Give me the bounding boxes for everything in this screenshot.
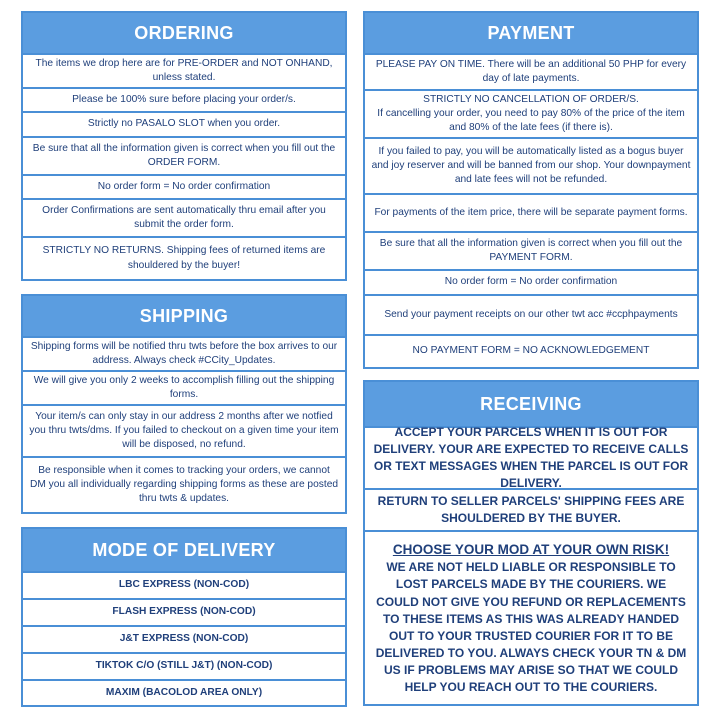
ordering-rule: No order form = No order confirmation [23,174,345,198]
ordering-panel [21,11,347,281]
payment-title: PAYMENT [365,13,697,53]
receiving-risk-notice [365,530,697,704]
receiving-panel [363,380,699,706]
payment-rule: No order form = No order confirmation [365,269,697,294]
ordering-rule: Be sure that all the information given is correct when you fill out the ORDER FORM. [23,136,345,174]
delivery-option: TIKTOK C/O (STILL J&T) (NON-COD) [23,652,345,679]
shipping-rule: Your item/s can only stay in our address 2 months after we notfied you thru twts/dms. If you failed to checkout on a given time your item will be disposed, no refund. [23,404,345,456]
payment-cancellation-detail: If cancelling your order, you need to pay 80% of the price of the item and 80% of the late fees (if there is). [377,107,685,134]
payment-panel [363,11,699,369]
delivery-option: FLASH EXPRESS (NON-COD) [23,598,345,625]
delivery-option: LBC EXPRESS (NON-COD) [23,571,345,598]
shipping-rule: Shipping forms will be notified thru twts before the box arrives to our address. Always check #CCity_Updates. [23,336,345,370]
delivery-option: MAXIM (BACOLOD AREA ONLY) [23,679,345,705]
payment-rule: NO PAYMENT FORM = NO ACKNOWLEDGEMENT [365,334,697,367]
receiving-rule: ACCEPT YOUR PARCELS WHEN IT IS OUT FOR DELIVERY. YOUR ARE EXPECTED TO RECEIVE CALLS OR TEXT MESSAGES WHEN THE PARCEL IS OUT FOR DELIVERY. [365,426,697,488]
ordering-rule: Please be 100% sure before placing your order/s. [23,87,345,111]
ordering-rule: The items we drop here are for PRE-ORDER and NOT ONHAND, unless stated. [23,53,345,87]
payment-cancellation-rule [365,89,697,137]
delivery-title: MODE OF DELIVERY [23,529,345,571]
payment-rule: If you failed to pay, you will be automatically listed as a bogus buyer and joy reserver and will be banned from our shop. Your downpayment and late fees will not be refunded. [365,137,697,193]
shipping-rule: We will give you only 2 weeks to accomplish filling out the shipping forms. [23,370,345,404]
shipping-rule: Be responsible when it comes to tracking your orders, we cannot DM you all individually regarding shipping forms as these are posted thru twts & updates. [23,456,345,512]
ordering-rule: Order Confirmations are sent automatically thru email after you submit the order form. [23,198,345,236]
risk-title: CHOOSE YOUR MOD AT YOUR OWN RISK! [392,542,670,558]
risk-body: WE ARE NOT HELD LIABLE OR RESPONSIBLE TO LOST PARCELS MADE BY THE COURIERS. WE COULD NOT GIVE YOU REFUND OR REPLACEMENTS TO THESE ITEMS AS THIS WAS ALREADY HANDED OUT TO YOUR TRUSTED COURIER FOR IT TO BE DELIVERED TO YOU. ALWAYS CHECK YOUR TN & DM US IF PROBLEMS MAY ARISE SO THAT WE COULD HELP YOU REACH OUT TO THE COURIERS. [375,560,687,694]
receiving-rule: RETURN TO SELLER PARCELS' SHIPPING FEES ARE SHOULDERED BY THE BUYER. [365,488,697,530]
ordering-rule: STRICTLY NO RETURNS. Shipping fees of returned items are shouldered by the buyer! [23,236,345,279]
receiving-title: RECEIVING [365,382,697,426]
shipping-title: SHIPPING [23,296,345,336]
payment-rule: Send your payment receipts on our other twt acc #ccphpayments [365,294,697,334]
payment-rule: PLEASE PAY ON TIME. There will be an additional 50 PHP for every day of late payments. [365,53,697,89]
payment-rule: For payments of the item price, there will be separate payment forms. [365,193,697,231]
ordering-rule: Strictly no PASALO SLOT when you order. [23,111,345,136]
payment-cancellation-heading: STRICTLY NO CANCELLATION OF ORDER/S. [423,93,639,105]
payment-rule: Be sure that all the information given is correct when you fill out the PAYMENT FORM. [365,231,697,269]
ordering-title: ORDERING [23,13,345,53]
shipping-panel [21,294,347,514]
delivery-option: J&T EXPRESS (NON-COD) [23,625,345,652]
delivery-panel [21,527,347,707]
